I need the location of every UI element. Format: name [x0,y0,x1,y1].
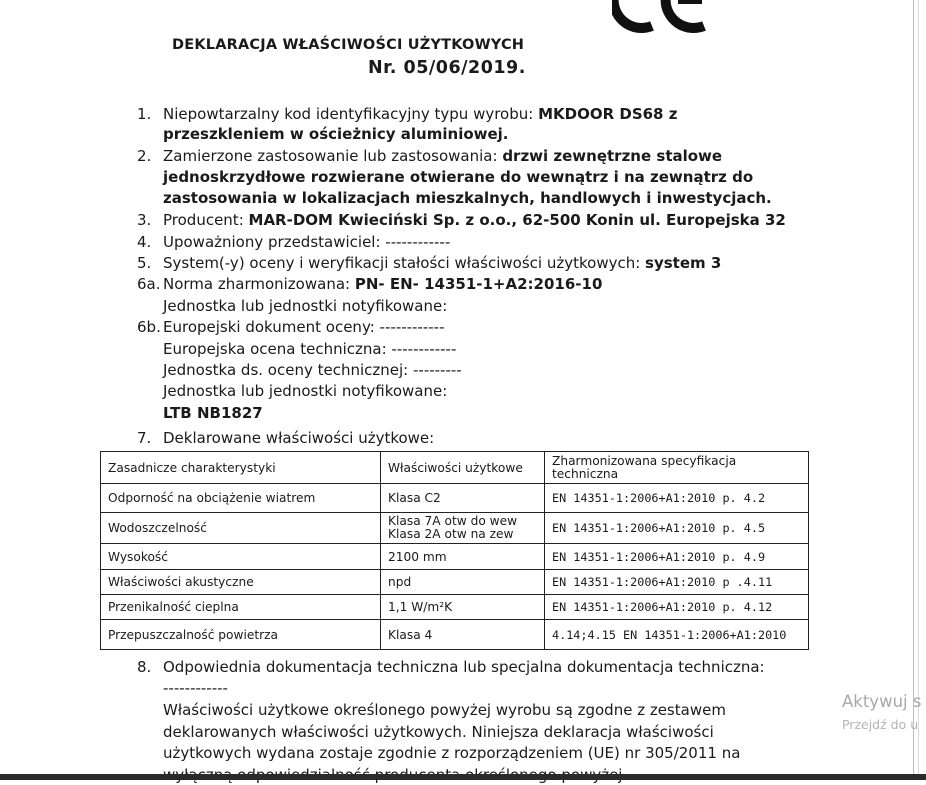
item-2-line [163,146,722,166]
table-cell: Wodoszczelność [101,513,381,544]
table-cell: Przenikalność cieplna [101,595,381,620]
item-number: 6b. [137,318,161,336]
item-2-use: drzwi zewnętrzne stalowe [502,147,723,165]
table-row [101,620,809,650]
table-cell-line: Klasa 7A otw do wew [388,514,518,528]
table-cell: EN 14351-1:2006+A1:2010 p. 4.9 [545,544,809,570]
table-cell: Przepuszczalność powietrza [101,620,381,650]
table-cell [381,513,545,544]
item-number: 8. [137,658,152,676]
item-number: 5. [137,254,152,272]
table-cell: EN 14351-1:2006+A1:2010 p .4.11 [545,570,809,595]
table-row [101,513,809,544]
item-2-use-cont: jednoskrzydłowe rozwierane otwierane do wewnątrz i na zewnątrz do [163,168,754,186]
taskbar-edge [0,774,926,780]
item-8-text: Odpowiednia dokumentacja techniczna lub specjalna dokumentacja techniczna: [163,658,765,676]
table-cell: Klasa 4 [381,620,545,650]
item-6b-line4: Jednostka lub jednostki notyfikowane: [163,382,448,400]
item-8-para-3: użytkowych wydana zostaje zgodnie z rozporządzeniem (UE) nr 305/2011 na [163,744,741,762]
table-header-cell: Zasadnicze charakterystyki [101,452,381,484]
table-cell: 4.14;4.15 EN 14351-1:2006+A1:2010 [545,620,809,650]
item-number: 4. [137,233,152,251]
table-row [101,544,809,570]
table-cell: Klasa C2 [381,484,545,513]
table-cell: EN 14351-1:2006+A1:2010 p. 4.5 [545,513,809,544]
activation-watermark-sub: Przejdź do u [842,717,919,732]
table-cell: Odporność na obciążenie wiatrem [101,484,381,513]
table-cell: Właściwości akustyczne [101,570,381,595]
item-number: 1. [137,105,152,123]
table-cell: 2100 mm [381,544,545,570]
table-cell: EN 14351-1:2006+A1:2010 p. 4.12 [545,595,809,620]
item-5-text: System(-y) oceny i weryfikacji stałości właściwości użytkowych: [163,254,646,272]
item-6b-line3: Jednostka ds. oceny technicznej: --------- [163,361,462,379]
table-cell: Wysokość [101,544,381,570]
item-number: 3. [137,211,152,229]
activation-watermark: Aktywuj s [842,692,922,711]
table-row [101,595,809,620]
item-6a-line [163,274,602,294]
item-number: 2. [137,147,152,165]
item-3-producer: MAR-DOM Kwieciński Sp. z o.o., 62-500 Konin ul. Europejska 32 [248,211,786,229]
item-4-text: Upoważniony przedstawiciel: ------------ [163,233,451,251]
item-8-para-1: Właściwości użytkowe określonego powyżej wyrobu są zgodne z zestawem [163,701,726,719]
item-6a-norm: PN- EN- 14351-1+A2:2016-10 [354,275,603,293]
ce-mark-logo [612,0,712,34]
item-5-system: system 3 [645,254,722,272]
table-cell: 1,1 W/m²K [381,595,545,620]
table-cell-line: Klasa 2A otw na zew [388,527,514,541]
table-cell: EN 14351-1:2006+A1:2010 p. 4.2 [545,484,809,513]
item-8-para-2: deklarowanych właściwości użytkowych. Niniejsza deklaracja właściwości [163,723,714,741]
table-header-cell [545,452,809,484]
table-header-spec-cont: techniczna [552,466,619,481]
item-6b-notified-body: LTB NB1827 [163,404,263,422]
item-1-line [163,104,677,124]
item-7-text: Deklarowane właściwości użytkowe: [163,429,435,447]
item-2-use-cont2: zastosowania w lokalizacjach mieszkalnych, handlowych i inwestycjach. [163,189,772,207]
item-8-dashes: ------------ [163,679,228,697]
table-cell: npd [381,570,545,595]
item-1-product: MKDOOR DS68 z [538,105,678,123]
item-1-product-cont: przeszkleniem w ościeżnicy aluminiowej. [163,125,509,143]
item-2-text: Zamierzone zastosowanie lub zastosowania: [163,147,503,165]
item-number: 6a. [137,275,161,293]
table-header-spec: Zharmonizowana specyfikacja [552,453,737,468]
declaration-title: DEKLARACJA WŁAŚCIWOŚCI UŻYTKOWYCH [172,37,525,53]
page-edge-divider [913,0,914,780]
item-3-text: Producent: [163,211,249,229]
table-row [101,484,809,513]
item-5-line [163,253,721,273]
item-3-line [163,210,786,230]
item-6b-line2: Europejska ocena techniczna: ------------ [163,340,457,358]
item-6a-text: Norma zharmonizowana: [163,275,355,293]
item-6b-text: Europejski dokument oceny: ------------ [163,318,445,336]
table-header-cell: Właściwości użytkowe [381,452,545,484]
item-1-text: Niepowtarzalny kod identyfikacyjny typu wyrobu: [163,105,539,123]
page-edge-divider [918,0,919,780]
table-row [101,570,809,595]
properties-table [100,451,809,650]
table-header-row [101,452,809,484]
item-6a-sub: Jednostka lub jednostki notyfikowane: [163,297,448,315]
item-number: 7. [137,429,152,447]
declaration-number: Nr. 05/06/2019. [368,58,526,78]
